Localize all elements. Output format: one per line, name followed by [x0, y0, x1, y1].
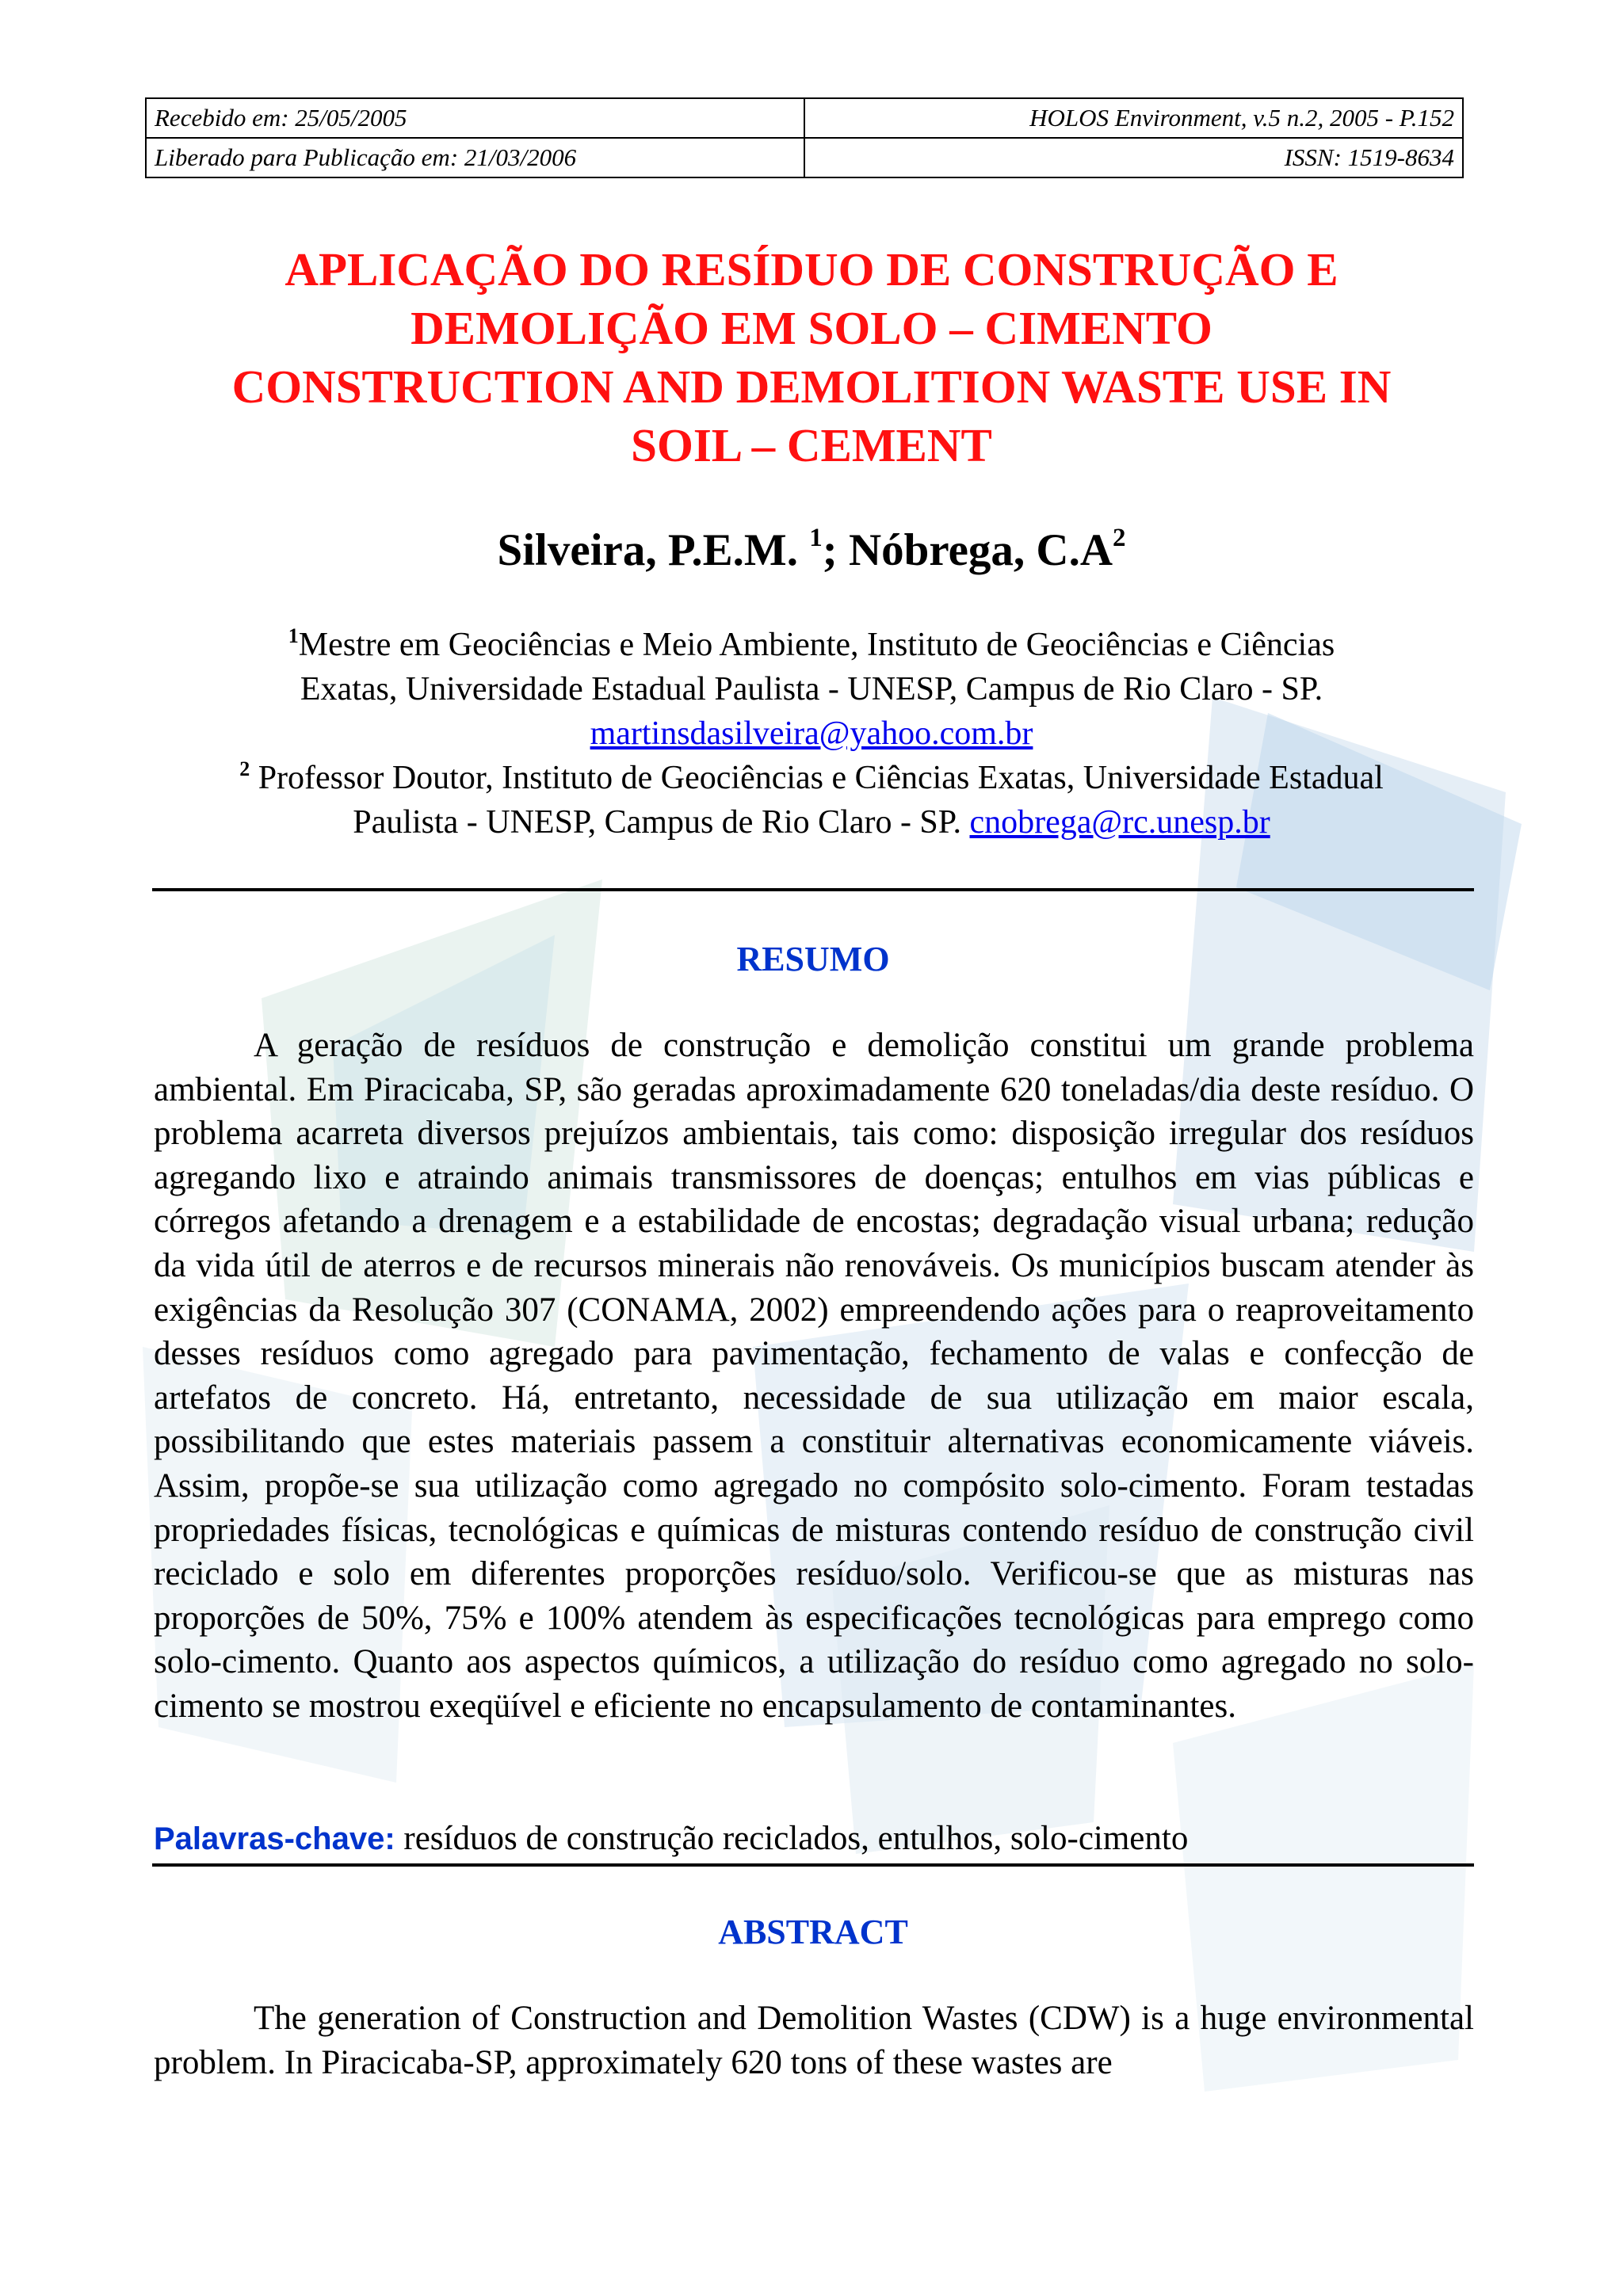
affiliations [151, 623, 1472, 845]
title-line: DEMOLIÇÃO EM SOLO – CIMENTO [411, 302, 1212, 354]
resumo-heading: RESUMO [736, 940, 890, 978]
email-link[interactable]: cnobrega@rc.unesp.br [969, 804, 1270, 841]
author-separator: ; [822, 525, 838, 575]
author-affiliation-marker: 1 [809, 524, 823, 552]
affiliation-text: Exatas, Universidade Estadual Paulista - UNESP, Campus de Rio Claro - SP. [300, 671, 1323, 707]
author-affiliation-marker: 2 [1112, 524, 1126, 552]
email-link[interactable]: martinsdasilveira@yahoo.com.br [590, 715, 1033, 752]
release-date: Liberado para Publicação em: 21/03/2006 [146, 138, 804, 177]
abstract-body [154, 1997, 1474, 2084]
keywords-line [154, 1817, 1474, 1861]
author-name: Silveira, P.E.M. [497, 525, 798, 575]
journal-citation: HOLOS Environment, v.5 n.2, 2005 - P.152 [804, 98, 1463, 138]
section-divider [152, 1863, 1474, 1867]
title-line: CONSTRUCTION AND DEMOLITION WASTE USE IN [231, 360, 1392, 413]
received-date: Recebido em: 25/05/2005 [146, 98, 804, 138]
section-divider [152, 888, 1474, 891]
title-line: APLICAÇÃO DO RESÍDUO DE CONSTRUÇÃO E [285, 243, 1338, 296]
affiliation-text: Mestre em Geociências e Meio Ambiente, Instituto de Geociências e Ciências [298, 627, 1335, 663]
abstract-paragraph: The generation of Construction and Demolition Wastes (CDW) is a huge environmental problem. In Piracicaba-SP, approximately 620 tons of these wastes are [154, 2000, 1474, 2081]
resumo-body [154, 1024, 1474, 1729]
affiliation-marker: 2 [239, 757, 250, 780]
publication-info-table [145, 97, 1464, 178]
abstract-heading: ABSTRACT [718, 1913, 908, 1951]
affiliation-text: Professor Doutor, Instituto de Geociências e Ciências Exatas, Universidade Estadual [258, 760, 1384, 796]
title-line: SOIL – CEMENT [631, 419, 992, 471]
paper-title [143, 240, 1480, 475]
author-list [143, 523, 1480, 578]
resumo-paragraph: A geração de resíduos de construção e demolição constitui um grande problema ambiental. Em Piracicaba, SP, são geradas aproximadamente 620 toneladas/dia deste resíduo. O problema acarreta diversos prejuízos ambientais, tais como: disposição irregular dos resíduos agregando lixo e atraindo animais transmissores de doenças; entulhos em vias públicas e córregos afetando a drenagem e a estabilidade de encostas; degradação visual urbana; redução da vida útil de aterros e de recursos minerais não renováveis. Os municípios buscam atender às exigências da Resolução 307 (CONAMA, 2002) empreendendo ações para o reaproveitamento desses resíduos como agregado para pavimentação, fechamento de valas e confecção de artefatos de concreto. Há, entretanto, necessidade de sua utilização em maior escala, possibilitando que estes materiais passem a constituir alternativas economicamente viáveis. Assim, propõe-se sua utilização como agregado no compósito solo-cimento. Foram testadas propriedades físicas, tecnológicas e químicas de misturas contendo resíduo de construção civil reciclado e solo em diferentes proporções resíduo/solo. Verificou-se que as misturas nas proporções de 50%, 75% e 100% atendem às especificações tecnológicas para emprego como solo-cimento. Quanto aos aspectos químicos, a utilização do resíduo como agregado no solo-cimento se mostrou exeqüível e eficiente no encapsulamento de contaminantes. [154, 1027, 1474, 1725]
issn: ISSN: 1519-8634 [804, 138, 1463, 177]
author-name: Nóbrega, C.A [848, 525, 1113, 575]
keywords-label: Palavras-chave: [154, 1821, 395, 1856]
affiliation-marker: 1 [288, 624, 299, 647]
keywords-text: resíduos de construção reciclados, entulhos, solo-cimento [403, 1820, 1189, 1857]
affiliation-text: Paulista - UNESP, Campus de Rio Claro - SP. [353, 804, 961, 841]
